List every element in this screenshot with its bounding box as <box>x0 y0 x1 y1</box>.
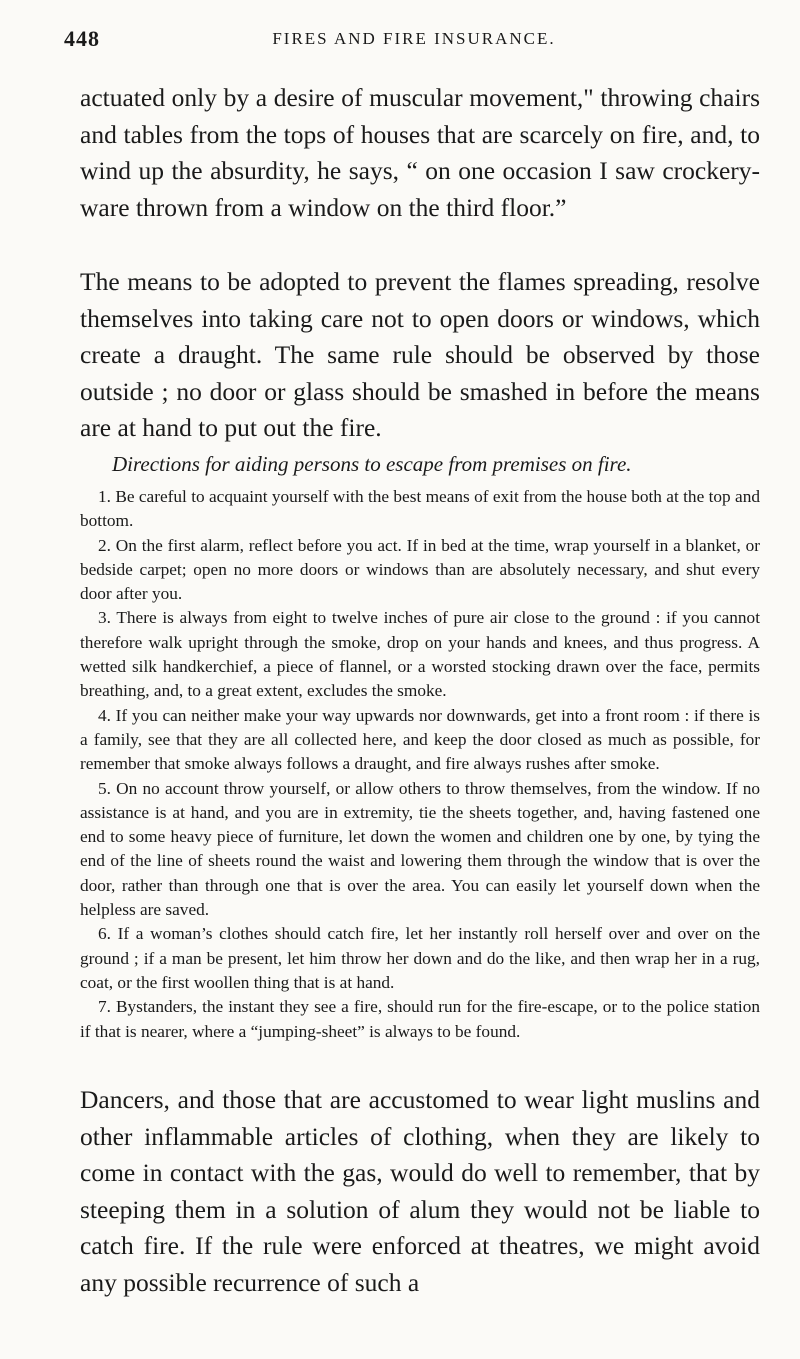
body-paragraph-2 <box>80 264 760 447</box>
page-header <box>64 26 764 66</box>
direction-item: 2. On the first alarm, reflect before you act. If in bed at the time, wrap yourself in a blanket, or bedside carpet; open no more doors or windows than are absolutely necessary, and shut every door after you. <box>80 535 760 604</box>
paragraph-text: The means to be adopted to prevent the flames spreading, resolve themselves into taking care not to open doors or windows, which create a draught. The same rule should be observed by those outside ; no door or glass should be smashed in before the means are at hand to put out the fire. <box>80 267 760 442</box>
page-number: 448 <box>64 26 100 51</box>
direction-item: 7. Bystanders, the instant they see a fire, should run for the fire-escape, or to the police station if that is nearer, where a “jumping-sheet” is always to be found. <box>80 997 760 1041</box>
direction-item: 5. On no account throw yourself, or allow others to throw themselves, from the window. If no assistance is at hand, and you are in extremity, tie the sheets together, and, having fastened one end to some heavy piece of furniture, let down the women and children one by one, by tying the end of the line of sheets round the waist and lowering them through the window that is over the door, rather than through one that is over the area. You can easily let yourself down when the helpless are saved. <box>80 778 760 920</box>
direction-item: 3. There is always from eight to twelve inches of pure air close to the ground : if you cannot therefore walk upright through the smoke, drop on your hands and knees, and thus progress. A wetted silk handkerchief, a piece of flannel, or a worsted stocking drawn over the face, permits breathing, and, to a great extent, excludes the smoke. <box>80 608 760 701</box>
direction-item: 1. Be careful to acquaint yourself with the best means of exit from the house both at the top and bottom. <box>80 487 760 531</box>
directions-list <box>80 485 760 1044</box>
section-heading: Directions for aiding persons to escape from premises on fire. <box>112 452 632 476</box>
paragraph-text: actuated only by a desire of muscular movement," throwing chairs and tables from the tops of houses that are scarcely on fire, and, to wind up the absurdity, he says, “ on one occasion I saw crockery-ware thrown from a window on the third floor.” <box>80 83 760 222</box>
direction-item: 6. If a woman’s clothes should catch fire, let her instantly roll herself over and over on the ground ; if a man be present, let him throw her down and do the like, and then wrap her in a rug, coat, or the first woollen thing that is at hand. <box>80 924 760 992</box>
paragraph-text: Dancers, and those that are accustomed to wear light muslins and other inflammable articles of clothing, when they are likely to come in contact with the gas, would do well to remember, that by steeping them in a solution of alum they would not be liable to catch fire. If the rule were enforced at theatres, we might avoid any possible recurrence of such a <box>80 1085 760 1297</box>
running-title: FIRES AND FIRE INSURANCE. <box>272 29 556 48</box>
direction-item: 4. If you can neither make your way upwards nor downwards, get into a front room : if there is a family, see that they are all collected here, and keep the door closed as much as possible, for remember that smoke always follows a draught, and fire always rushes after smoke. <box>80 705 760 774</box>
body-paragraph-3 <box>80 1082 760 1301</box>
body-paragraph-1 <box>80 80 760 226</box>
